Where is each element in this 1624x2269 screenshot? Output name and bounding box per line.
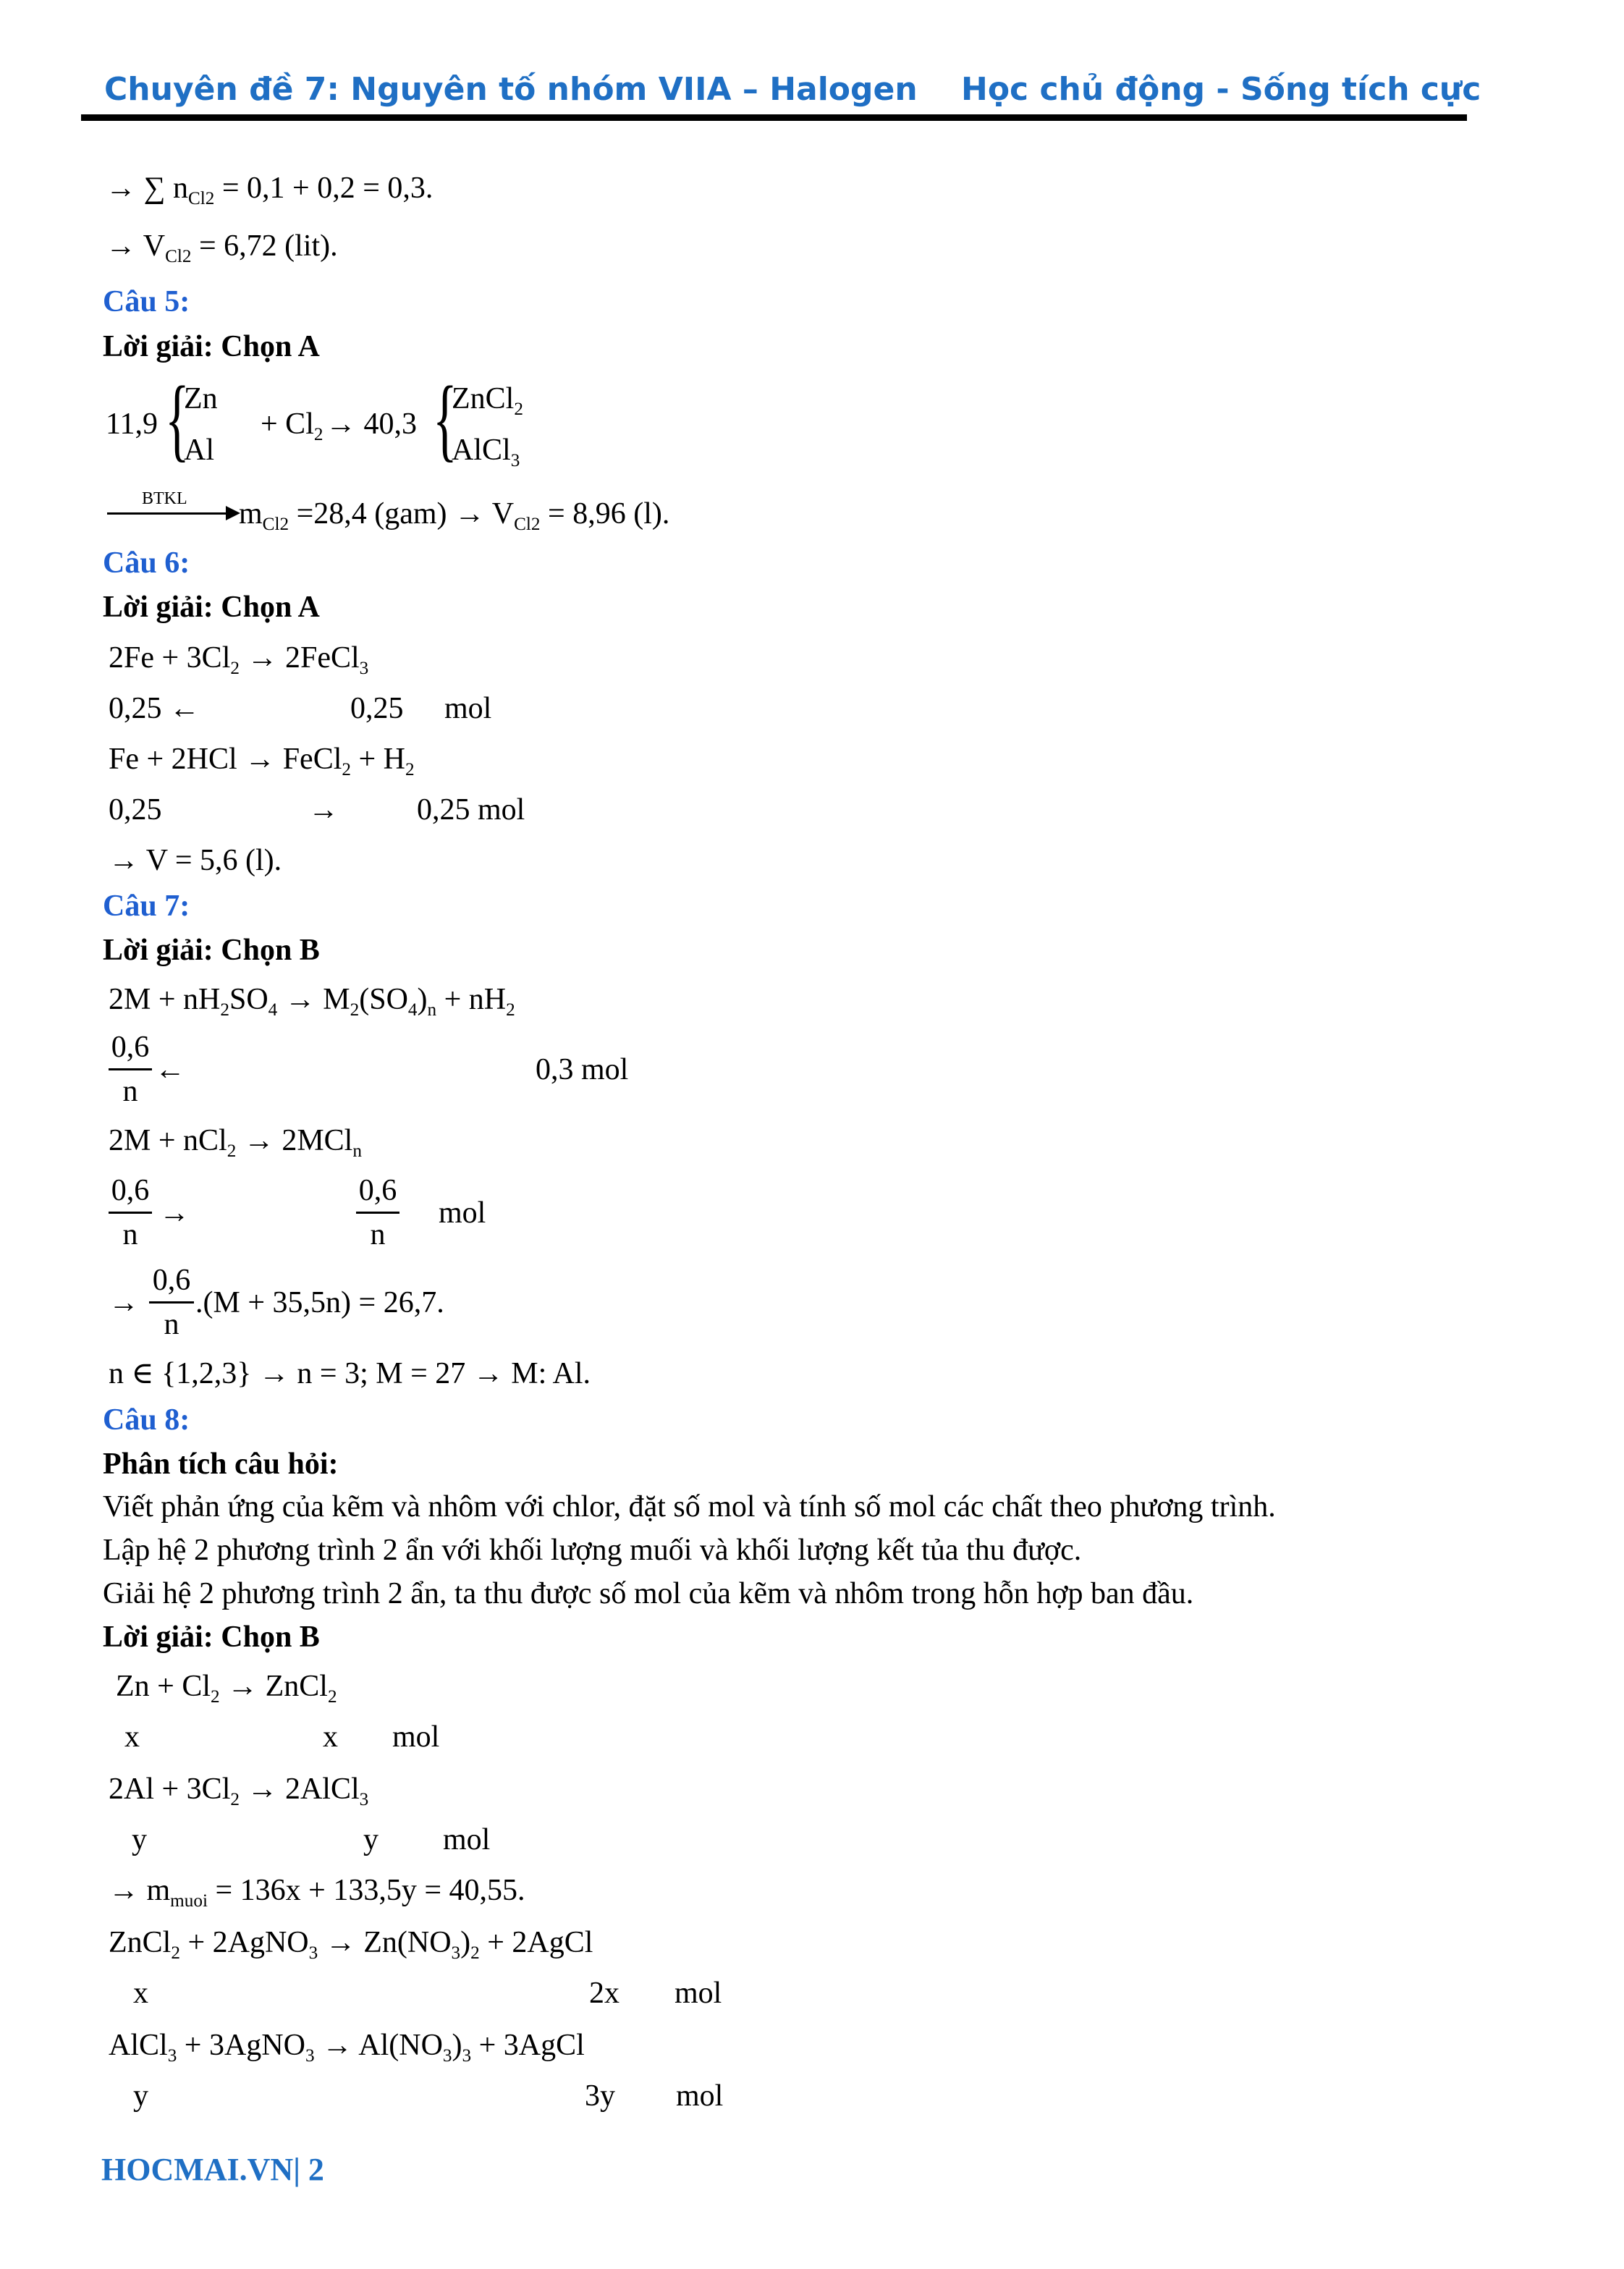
question-8-title: Câu 8: [103,1403,190,1437]
header-topic: Chuyên đề 7: Nguyên tố nhóm VIIA – Halogen [104,71,918,108]
c6-mol1-b: 0,25 [350,692,404,725]
c8-mol2-a: y [132,1823,147,1856]
question-7-title: Câu 7: [103,890,190,923]
question-8-analysis: Phân tích câu hỏi: [103,1448,339,1481]
c8-mol4-b: 3y [585,2079,615,2113]
left-brace-icon: { [165,368,190,470]
c8-eq2: $2Al + 3Cl_2$ → 2AlCl$_3$ [109,1772,369,1809]
analysis-line-2: Lập hệ 2 phương trình 2 ẩn với khối lượng muối và khối lượng kết tủa thu được. [103,1534,1082,1567]
left-brace-icon: { [433,368,457,470]
question-6-title: Câu 6: [103,546,190,580]
page-footer: HOCMAI.VN| 2 [101,2152,324,2187]
header-divider [81,114,1467,121]
c8-eq4: AlCl$_3$ + 3AgNO$_3$ → $Al(NO_3)_3$ + 3AgCl [109,2029,585,2066]
c5-zn: Zn [184,382,218,415]
c6-mol2-c: 0,25 mol [417,793,525,827]
c8-eq1: $Zn + Cl_2$ → ZnCl$_2$ [116,1670,337,1707]
c8-mol2-b: y [363,1823,378,1856]
question-8-answer: Lời giải: Chọn B [103,1621,320,1654]
c6-mol2-a: 0,25 [109,793,162,827]
c7-mol2-unit: mol [439,1196,486,1230]
c5-al: Al [184,434,214,467]
c6-mol2-b: → [308,793,339,827]
c8-mol3-b: 2x [589,1977,619,2010]
c6-result: → V = 5,6 (l). [109,844,282,877]
c6-eq2: Fe + 2HCl → FeCl$_2$ + $H_2$ [109,743,415,779]
c6-eq1: $2Fe + 3Cl_2$ → 2FeCl$_3$ [109,641,369,678]
c8-mol3-a: x [133,1977,148,2010]
c8-mol4-a: y [133,2079,148,2113]
c7-mol1-arrow: ← [155,1053,185,1086]
fraction: 0,6 n [109,1172,152,1254]
c5-alcl3: AlCl$_3$ [452,434,520,470]
c6-mol1-c: mol [444,692,492,725]
analysis-line-1: Viết phản ứng của kẽm và nhôm với chlor, đặt số mol và tính số mol các chất theo phương trình. [103,1490,1276,1524]
c8-mol1-b: x [323,1720,338,1754]
c5-reagent: + $Cl_2$ [261,407,323,444]
question-7-answer: Lời giải: Chọn B [103,934,320,967]
sum-line: → ∑ $n_{Cl2} = 0,1 + 0,2 = 0,3$. [106,172,434,208]
c5-zncl2: ZnCl$_2$ [452,382,523,419]
c7-eq2: 2M + nCl$_2$ → 2MCl$_n$ [109,1124,362,1161]
c5-mass-left: 11,9 [106,407,158,441]
c5-result: $m_{Cl2} =28,4$ $(gam) \to V_{Cl2} = 8,96$ (l). [239,497,670,534]
question-6-answer: Lời giải: Chọn A [103,591,320,624]
c8-mol1-a: x [124,1720,140,1754]
volume-line: → $V_{Cl2} = 6,72$ (lit). [106,229,338,266]
fraction: 0,6 n [109,1029,152,1110]
c7-mol1-right: 0,3 mol [536,1053,629,1086]
c8-mol3-c: mol [674,1977,722,2010]
c7-final: n ∈ {1,2,3} → n = 3; M = 27 → M: Al. [109,1357,591,1390]
c5-arrow-mass: → 40,3 [326,407,417,441]
btkl-arrow-line [107,512,229,515]
btkl-label: BTKL [142,489,187,508]
c8-mol1-c: mol [392,1720,440,1754]
c7-mol2-arrow: → [159,1196,190,1230]
c8-mol4-c: mol [676,2079,724,2113]
c7-calc: .(M + 35,5n) = 26,7. [195,1286,444,1319]
c8-eq3: ZnCl$_2$ + 2AgNO$_3$ → $Zn(NO_3)_2$ + 2AgCl [109,1926,593,1963]
c7-calc-arrow: → [109,1286,139,1319]
fraction: 0,6 n [149,1262,194,1343]
c7-eq1: $2M + nH_2SO_4 \to M_2(SO_4)_n + nH_2$ [109,983,515,1020]
question-5-answer: Lời giải: Chọn A [103,330,320,363]
header-slogan: Học chủ động - Sống tích cực [961,71,1481,108]
question-5-title: Câu 5: [103,285,190,318]
c8-mass: → $m_{muoi} = 136x + 133,5y = 40,55$. [109,1874,525,1911]
c8-mol2-c: mol [443,1823,491,1856]
c6-mol1-a: 0,25 ← [109,692,200,725]
fraction: 0,6 n [356,1172,399,1254]
arrow-right-icon [226,506,240,520]
analysis-line-3: Giải hệ 2 phương trình 2 ẩn, ta thu được số mol của kẽm và nhôm trong hỗn hợp ban đầu. [103,1577,1194,1610]
